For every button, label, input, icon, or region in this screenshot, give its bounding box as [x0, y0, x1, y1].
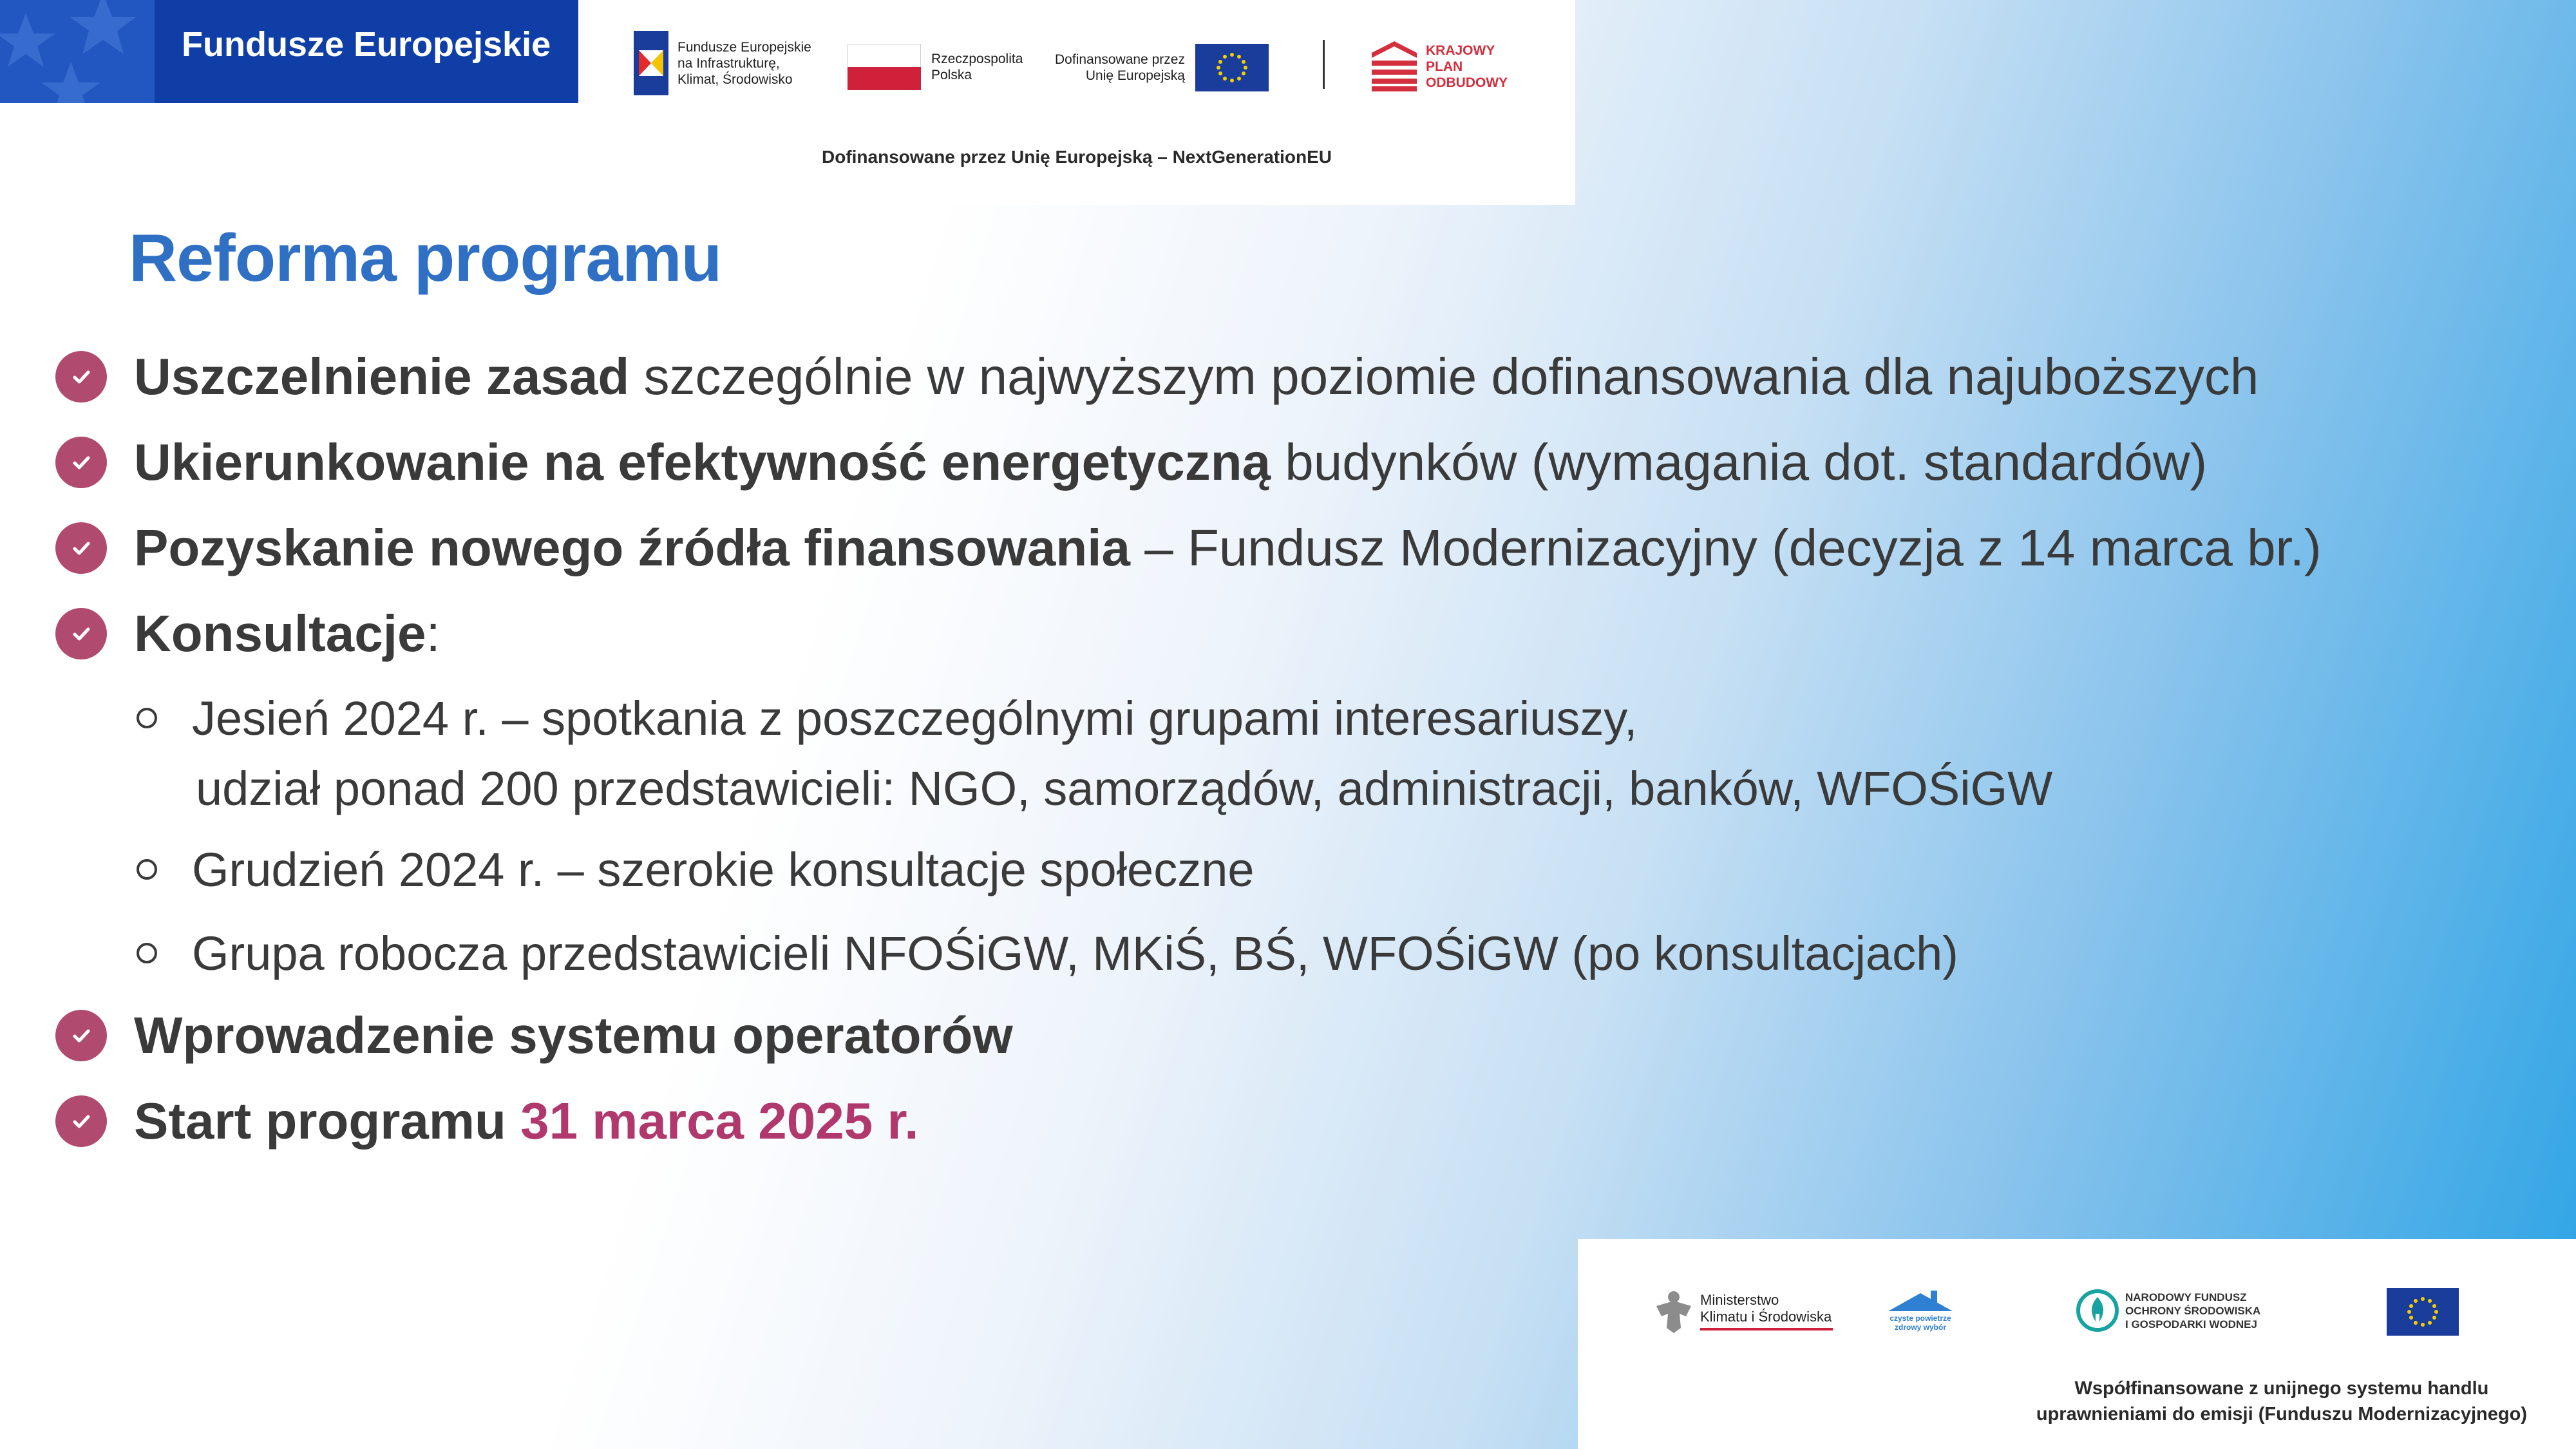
- check-circle-icon: [55, 437, 107, 488]
- bullet-item: [55, 598, 440, 669]
- fe-infrastructure-logo: Fundusze Europejskie na Infrastrukturę, Klimat, Środowisko: [634, 31, 811, 95]
- ministry-underline: [1700, 1328, 1833, 1331]
- eu-cofinanced-logo: Dofinansowane przez Unię Europejską: [1055, 44, 1269, 91]
- kpo-logo: KRAJOWY PLAN ODBUDOWY: [1372, 41, 1508, 91]
- funds-title: Fundusze Europejskie: [182, 25, 551, 64]
- bullet-text: szczególnie w najwyższym poziomie dofinansowania dla najuboższych: [629, 348, 2259, 405]
- sub-bullet-text: Grudzień 2024 r. – szerokie konsultacje społeczne: [192, 842, 1255, 896]
- bullet-bold: Ukierunkowanie na efektywność energetyczną: [134, 433, 1271, 491]
- bullet-bold: Uszczelnienie zasad: [134, 348, 630, 405]
- check-circle-icon: [55, 608, 107, 659]
- bullet-item: [55, 1086, 918, 1157]
- hollow-circle-icon: [137, 708, 157, 728]
- bullet-bold: Pozyskanie nowego źródła finansowania: [134, 519, 1130, 576]
- bullet-item: [55, 513, 2322, 583]
- check-circle-icon: [55, 1095, 107, 1147]
- check-circle-icon: [55, 1010, 107, 1061]
- sub-bullet-item: [137, 921, 1958, 985]
- bullet-bold: Wprowadzenie systemu operatorów: [134, 1007, 1013, 1064]
- kpo-icon: [1372, 41, 1417, 91]
- sub-bullet-item: [137, 837, 1255, 902]
- bullet-text: [506, 1092, 520, 1150]
- hollow-circle-icon: [137, 943, 157, 963]
- hollow-circle-icon: [137, 859, 157, 880]
- sub-bullet-continuation: udział ponad 200 przedstawicieli: NGO, samorządów, administracji, banków, WFOŚiGW: [196, 762, 2053, 815]
- funds-band: [0, 0, 578, 103]
- ministry-logo: Ministerstwo Klimatu i Środowiska: [1653, 1288, 1833, 1334]
- poland-logo: Rzeczpospolita Polska: [848, 44, 1023, 90]
- bullet-text: budynków (wymagania dot. standardów): [1271, 433, 2208, 491]
- czyste-powietrze-logo: czyste powietrze zdrowy wybór: [1886, 1288, 1955, 1334]
- header-logo-panel: [578, 0, 1575, 205]
- nfosigw-logo: NARODOWY FUNDUSZ OCHRONY ŚRODOWISKA I GOSPODARKI WODNEJ: [2076, 1288, 2260, 1333]
- eagle-icon: [1653, 1288, 1695, 1334]
- footer-logo-panel: [1578, 1239, 2576, 1449]
- eu-flag-icon: [2387, 1288, 2459, 1336]
- footer-caption: Współfinansowane z unijnego systemu handlu uprawnieniami do emisji (Funduszu Modernizacyjnego): [2036, 1378, 2527, 1425]
- sub-bullet-text: Grupa robocza przedstawicieli NFOŚiGW, MKiŚ, BŚ, WFOŚiGW (po konsultacjach): [192, 926, 1958, 980]
- fe-flag-icon: [634, 31, 668, 95]
- bullet-item: [55, 341, 2259, 412]
- bullet-item: [55, 1000, 1013, 1071]
- poland-flag-icon: [848, 44, 921, 90]
- nfosigw-icon: [2076, 1288, 2119, 1333]
- eu-flag-icon: [1195, 44, 1269, 91]
- bullet-bold: Konsultacje: [134, 605, 426, 662]
- sub-bullet-item: [137, 686, 1637, 750]
- header-caption: Dofinansowane przez Unię Europejską – NextGenerationEU: [822, 147, 1332, 167]
- stars-decoration: [0, 0, 155, 103]
- sub-bullet-text: Jesień 2024 r. – spotkania z poszczególnymi grupami interesariuszy,: [192, 691, 1638, 745]
- bullet-text: :: [426, 605, 440, 662]
- page-title: Reforma programu: [129, 221, 722, 296]
- bullet-bold: Start programu: [134, 1092, 506, 1150]
- house-icon: [1886, 1288, 1955, 1314]
- check-circle-icon: [55, 351, 107, 402]
- bullet-item: [55, 427, 2207, 498]
- check-circle-icon: [55, 522, 107, 574]
- start-date: 31 marca 2025 r.: [520, 1092, 919, 1150]
- bullet-text: – Fundusz Modernizacyjny (decyzja z 14 marca br.): [1130, 519, 2322, 576]
- logo-divider: [1323, 40, 1325, 89]
